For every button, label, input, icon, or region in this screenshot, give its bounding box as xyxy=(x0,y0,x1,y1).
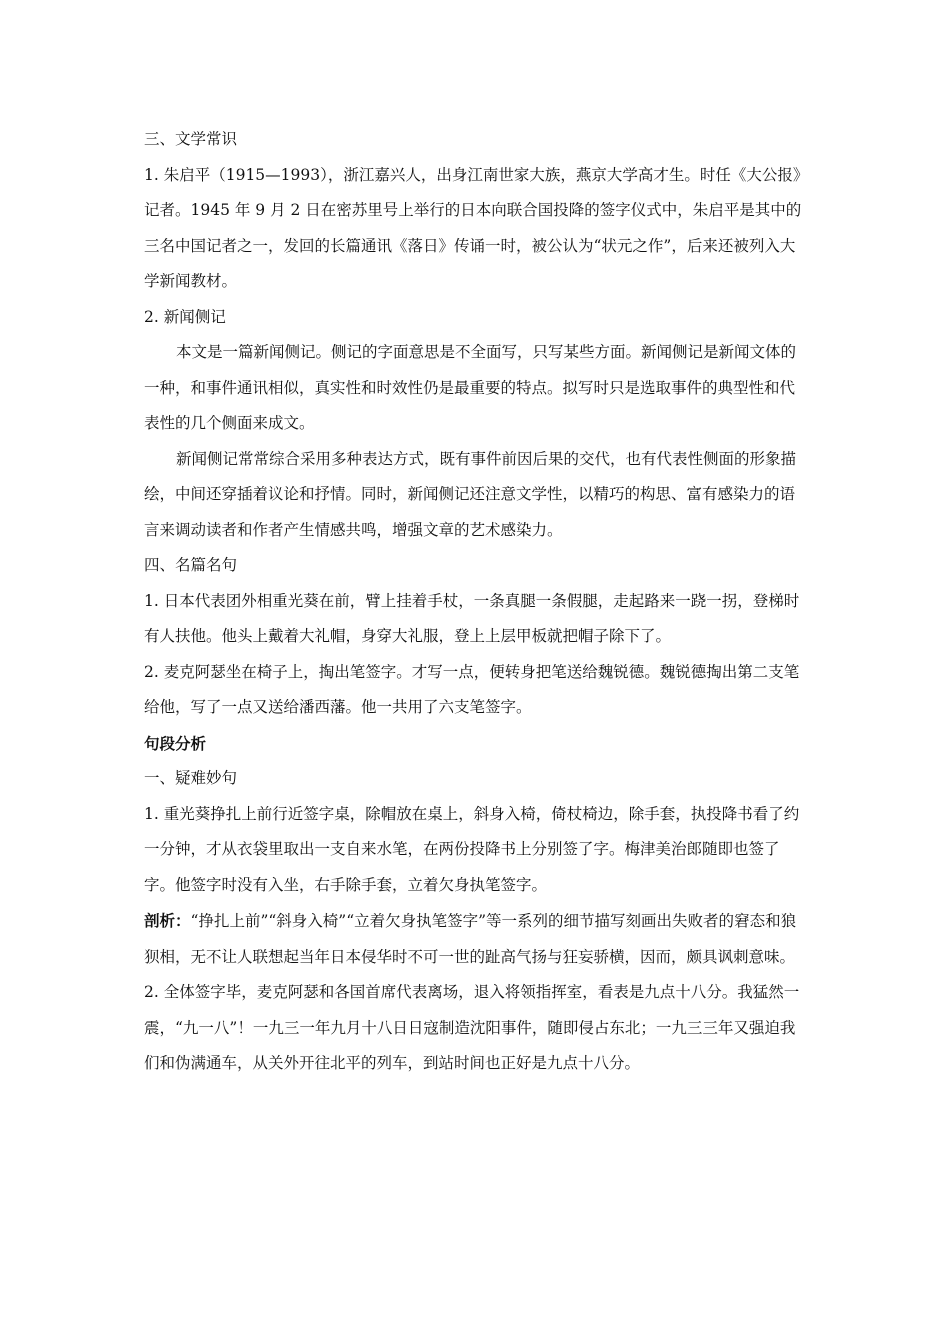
author-bio-paragraph: 1. 朱启平（1915—1993），浙江嘉兴人，出身江南世家大族，燕京大学高才生。时任《大公报》记者。1945 年 9 月 2 日在密苏里号上举行的日本向联合国投降的签字仪式中，朱启平是其中的三名中国记者之一，发回的长篇通讯《落日》传诵一时，被公认为“状元之作”，后来还被列入大学新闻教材。 xyxy=(144,165,809,290)
analysis-note xyxy=(144,903,810,975)
subheading-difficult-sentences: 一、疑难妙句 xyxy=(144,769,238,787)
section-heading-famous-quotes: 四、名篇名句 xyxy=(144,556,238,574)
analysis-note-text: “挣扎上前”“斜身入椅”“立着欠身执笔签字”等一系列的细节描写刻画出失败者的窘态和狼狈相，无不让人联想起当年日本侵华时不可一世的趾高气扬与狂妄骄横，因而，颇具讽刺意味。 xyxy=(144,912,797,966)
analysis-sentence-2: 2. 全体签字毕，麦克阿瑟和各国首席代表离场，退入将领指挥室，看表是九点十八分。我猛然一震，“九一八”！一九三一年九月十八日日寇制造沈阳事件，随即侵占东北；一九三三年又强迫我们和伪满通车，从关外开往北平的列车，到站时间也正好是九点十八分。 xyxy=(144,983,800,1072)
quote-paragraph-2: 2. 麦克阿瑟坐在椅子上，掏出笔签字。才写一点，便转身把笔送给魏锐德。魏锐德掏出第二支笔给他，写了一点又送给潘西藩。他一共用了六支笔签字。 xyxy=(144,662,800,716)
news-sidebar-title: 2. 新闻侧记 xyxy=(144,307,226,326)
analysis-sentence-1: 1. 重光葵挣扎上前行近签字桌，除帽放在桌上，斜身入椅，倚杖椅边，除手套，执投降书看了约一分钟，才从衣袋里取出一支自来水笔，在两份投降书上分别签了字。梅津美治郎随即也签了字。他签字时没有入坐，右手除手套，立着欠身执笔签字。 xyxy=(144,804,800,894)
news-sidebar-paragraph-1: 本文是一篇新闻侧记。侧记的字面意思是不全面写，只写某些方面。新闻侧记是新闻文体的一种，和事件通讯相似，真实性和时效性仍是最重要的特点。拟写时只是选取事件的典型性和代表性的几个侧面来成文。 xyxy=(144,343,797,432)
section-heading-analysis: 句段分析 xyxy=(144,733,207,753)
news-sidebar-paragraph-2: 新闻侧记常常综合采用多种表达方式，既有事件前因后果的交代，也有代表性侧面的形象描绘，中间还穿插着议论和抒情。同时，新闻侧记还注意文学性，以精巧的构思、富有感染力的语言来调动读者和作者产生情感共鸣，增强文章的艺术感染力。 xyxy=(144,449,797,539)
quote-paragraph-1: 1. 日本代表团外相重光葵在前，臂上挂着手杖，一条真腿一条假腿，走起路来一跷一拐，登梯时有人扶他。他头上戴着大礼帽，身穿大礼服，登上上层甲板就把帽子除下了。 xyxy=(144,591,800,645)
analysis-note-label: 剖析： xyxy=(144,911,191,930)
document-page xyxy=(144,122,810,1082)
section-heading-literary-knowledge: 三、文学常识 xyxy=(144,130,238,148)
